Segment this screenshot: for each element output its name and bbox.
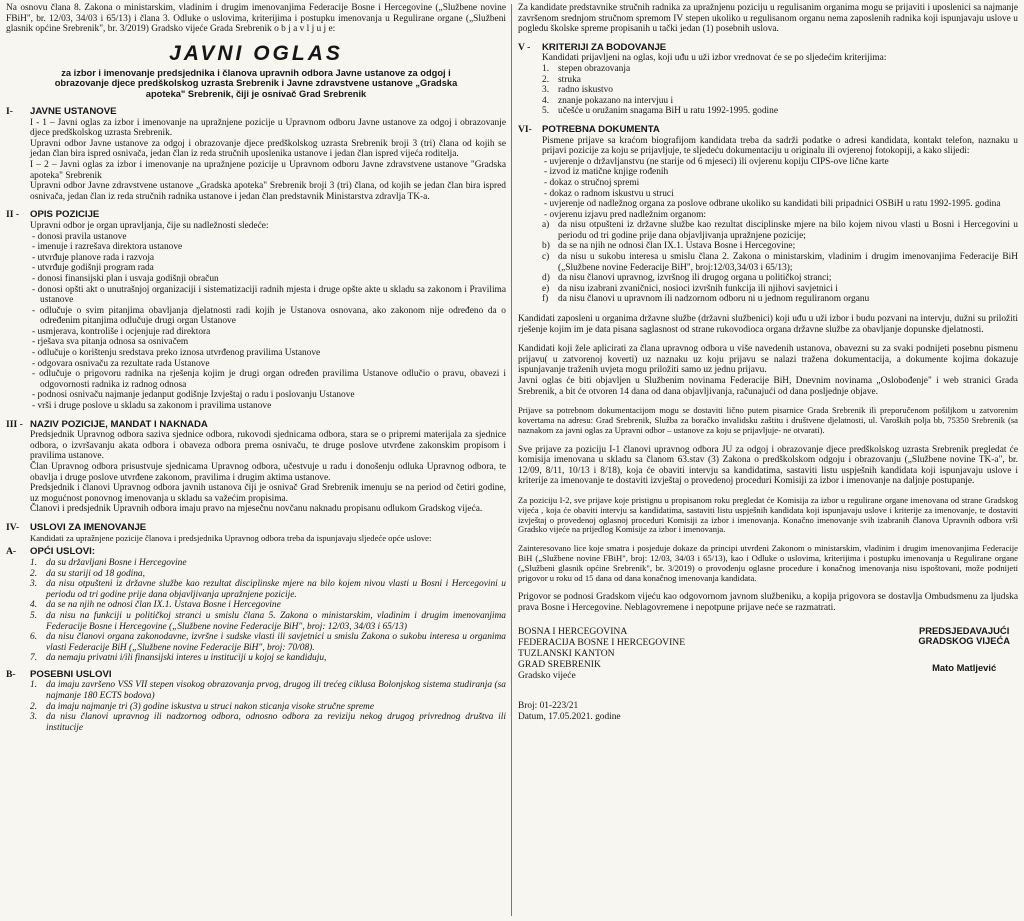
section-ii [6,210,506,411]
list-item: 5. da nisu na funkciji u političkoj stranci u smislu člana 5. Zakona o ministarskim, vladinim i drugim imenovanjima Federacije Bosne i Hercegovine („Službene novine Federacije BiH", broj: 12/03, 34/03 i 65/13) [30,610,506,632]
paragraph: Članovi i predsjednik Upravnih odbora imaju pravo na mjesečnu novčanu naknadu propisanu odlukom Gradskog vijeća. [30,504,483,515]
subsection-letter: B- [6,668,16,680]
list-item: 7. da nemaju privatni i/ili finansijski interes u instituciji u kojoj se kandiduju, [30,653,327,664]
list-item: - podnosi osnivaču najmanje jedanput godišnje Izvještaj o radu i poslovanju Ustanove [30,390,506,401]
paragraph: Pismene prijave sa kraćom biografijom kandidata treba da sadrži podatke o adresi kandidata, kontakt telefon, naznaku u prijavi pozicije za koju se prijavljuje, te sljedeću dokumentaciju u originalu ili ovjerenoj fotokopiji, a kako slijedi: [542,135,1018,157]
list-item: - utvrđuje planove rada i razvoja [30,253,506,264]
list-item: 3. da nisu otpušteni iz državne službe kao rezultat disciplinske mjere na bilo kojem nivou vlasti u Bosni i Hercegovini u periodu od tri godine prije dana objavljivanja upražnjene pozicije. [30,579,506,600]
signature-block [518,626,1018,681]
issuer-line: BOSNA I HERCEGOVINA [518,625,628,637]
section-number: VI- [518,123,532,135]
list-item: c) da nisu u sukobu interesa u smislu člana 2. Zakona o ministarskim, vladinim i drugim imenovanjima Federacije BiH („Službene novine Federacije BiH", broj:12/03,34/03 i 65/13); [542,252,1018,273]
section-number: I- [6,106,13,117]
paragraph: Upravni odbor Javne zdravstvene ustanove „Gradska apoteka" Srebrenik broji 3 (tri) člana, od kojih se jedan član bira ispred osnivača, jedan član iz reda stručnih radnika ustanove i jedan član predstavnik Ministarstva zdravlja TK-a. [30,181,506,202]
list-item: 1. da su državljani Bosne i Hercegovine [30,557,187,568]
subsection-heading: OPĆI USLOVI: [30,546,96,558]
subsection-heading: POSEBNI USLOVI [30,668,112,680]
issuer-line: Gradsko vijeće [518,669,576,681]
paragraph: Kandidati za upražnjene pozicije članova i predsjednika Upravnog odbora treba da ispunjavaju sljedeće opće uslove: [30,532,432,543]
section-iv [6,523,506,543]
paragraph: Kandidati zaposleni u organima državne službe (državni službenici) koji uđu u uži izbor i budu pozvani na intervju, dužni su priložiti rješenje kojim im je data pisana saglasnost od strane rukovodioca organa državne službe za obavljanje dopunske djelatnosti. [518,314,1018,335]
list-item: - ovjerenu izjavu pred nadležnim organom: [542,210,1018,221]
section-v [518,43,1018,117]
paragraph: Za kandidate predstavnike stručnih radnika za upražnjenu poziciju u regulisanim organima mogu se prijaviti i uposlenici sa najmanje završenom srednjom stručnom spremom IV stepen ukoliko u regulisanom organu nema zaposlenih radnika koji ispunjavaju uslove u pogledu školske spreme propisanih u tački jedan (1) posebnih uslova. [518,3,1018,35]
chairman-title: PREDSJEDAVAJUĆI [919,624,1010,636]
document-references [518,701,1018,723]
list-item: - uvjerenje od nadležnog organa za poslove odbrane ukoliko su kandidati bili pripadnici OSBiH u ratu 1992-1995. godina [542,199,1018,210]
list-item: - donosi opšti akt o unutrašnjoj organizaciji i sistematizaciji radnih mjesta i druge opšte akte u skladu sa zakonom i Pravilima ustanove [30,285,506,306]
list-item: - donosi finansijski plan i usvaja godišnji obračun [30,274,506,285]
document-subtitle: za izbor i imenovanje predsjednika i članova upravnih odbora Javne ustanove za odgoj i obrazovanje djece predškolskog uzrasta Srebrenik i Javne zdravstvene ustanove „Gradska apoteka" Srebrenik, čiji je osnivač Grad Srebrenik [54,67,458,99]
subsection-a [6,547,506,664]
list-item: 2. struka [542,74,581,85]
section-heading: USLOVI ZA IMENOVANJE [30,521,147,533]
right-column [518,3,1018,919]
list-item: 4. znanje pokazano na intervjuu i [542,95,674,106]
statement-list [542,220,1018,305]
section-i [6,107,506,202]
left-column [6,3,506,919]
column-divider [511,4,512,916]
section-iii [6,420,506,515]
paragraph: Za poziciju I-2, sve prijave koje pristignu u propisanom roku pregledat će Komisija za izbor u regulirane organe imenovana od strane Gradskog vijeća , koja će obaviti intervju sa kandidatima, sastaviti listu uspješnih kandidata koji ispunjavaju uslove i kriterije za imenovanje, te dostaviti izvještaj o provedenoj oglasnoj proceduri Komisiji za izbor i imenovanja. Konačno imenovanje svih izabranih članova Upravnih odbora vrši Gradsko vijeće na prijedlog Komisije za izbor i imenovanja. [518,494,1018,535]
paragraph: Član Upravnog odbora prisustvuje sjednicama Upravnog odbora, učestvuje u radu i donošenju odluka Upravnog odbora, te obavlja i druge poslove utvrđene zakonom, pravilima i drugim aktima ustanove. [30,462,506,483]
special-conditions-list [30,680,506,733]
list-item: 1. stepen obrazovanja [542,63,631,74]
section-heading: POTREBNA DOKUMENTA [542,123,660,135]
list-item: 4. da se na njih ne odnosi član IX.1. Ustava Bosne i Hercegovine [30,600,281,611]
list-item: b) da se na njih ne odnosi član IX.1. Ustava Bosne i Hercegovine; [542,241,796,252]
list-item: - odgovara osnivaču za rezultate rada Ustanove [30,359,506,370]
section-number: IV- [6,521,20,533]
signer-name: Mato Matljević [932,661,997,673]
list-item: a) da nisu otpušteni iz državne službe kao rezultat disciplinske mjere na bilo kojem nivou vlasti u Bosni i Hercegovini u periodu od tri godine prije dana objavljivanja upražnjene pozicije; [542,220,1018,241]
list-item: - donosi pravila ustanove [30,232,506,243]
list-item: - izvod iz matične knjige rođenih [542,167,1018,178]
documents-list [542,157,1018,221]
list-item: - vrši i druge poslove u skladu sa zakonom i pravilima ustanove [30,401,506,412]
list-item: - utvrđuje godišnji program rada [30,263,506,274]
list-item: - dokaz o stručnoj spremi [542,178,1018,189]
issuer-line: TUZLANSKI KANTON [518,647,615,659]
paragraph: Predsjednik i članovi Upravnog odbora javnih ustanova čiji je osnivač Grad Srebrenik imenuju se na period od četiri godine, uz mogućnost ponovnog imenovanja u skladu sa važećim propisima. [30,483,506,504]
reference-number: Broj: 01-223/21 [518,700,579,711]
section-heading: OPIS POZICIJE [30,209,100,221]
paragraph: Kandidati prijavljeni na oglas, koji uđu u uži izbor vrednovat će se po sljedećim kriterijima: [542,53,887,64]
list-item: 1. da imaju završeno VSS VII stepen visokog obrazovanja prvog, drugog ili trećeg ciklusa Bolonjskog sistema studiranja (sa najmanje 180 ECTS bodova) [30,680,506,702]
paragraph: Zainteresovano lice koje smatra i posjeduje dokaze da principi utvrđeni Zakonom o ministarskim, vladinim i drugim imenovanjima Federacije BiH („Službene novine FBiH", broj: 12/03, 34/03 i 65/13), kao i Odluke o uslovima, kriterijima i postupku imenovanja u Regulirane organe („Službeni glasnik općine Srebrenik", br. 3/2019) o provođenju oglasne procedure i konačnog imenovanja nisu ispoštovani, može podnijeti prigovor u roku od 15 dana od dana konačnog imenovanja kandidata. [518,543,1018,583]
list-item: 5. učešće u oružanim snagama BiH u ratu 1992-1995. godine [542,106,778,117]
paragraph: I – 2 – Javni oglas za izbor i imenovanje na upražnjene pozicije u Upravnom odboru Javne zdravstvene ustanove "Gradska apoteka" Srebrenik [30,159,506,181]
list-item: f) da nisu članovi u upravnom ili nadzornom odboru ni u jednom reguliranom organu [542,294,870,305]
list-item: - dokaz o radnom iskustvu u struci [542,189,1018,200]
section-heading: JAVNE USTANOVE [30,106,117,117]
duties-list [30,232,506,412]
paragraph: Prijave sa potrebnom dokumentacijom mogu se dostaviti lično putem pisarnice Grada Srebrenik ili preporučenom pošiljkom u zatvorenim kovertama na adresu: Grad Srebrenik, Služba za boračko invalidsku zaštitu i društvene djelatnosti, ul. Varoških polja bb, 75350 Srebrenik (sa naznakom za javni oglas za Upravni odbor – ustanove za koju se prijavljuje- ne otvarati). [518,405,1018,435]
list-item: e) da nisu izabrani zvaničnici, nosioci izvršnih funkcija ili njihovi savjetnici i [542,283,838,294]
list-item: 6. da nisu članovi organa zakonodavne, izvršne i sudske vlasti ili savjetnici u smislu Zakona o sukobu interesa u organima vlasti Federacije BiH („Službene novine Federacije BiH", broj: 70/08). [30,632,506,653]
paragraph: Predsjednik Upravnog odbora saziva sjednice odbora, rukovodi sjednicama odbora, stara se o pripremi materijala za sjednice odbora, o izvršavanju akata odbora i obaveza odbora prema osnivaču, te druge poslove utvrđene zakonskim propisom i pravilima ustanove. [30,430,506,462]
section-number: II - [6,209,20,221]
list-item: - uvjerenje o državljanstvu (ne starije od 6 mjeseci) ili ovjerenu kopiju CIPS-ove lične karte [542,157,1018,168]
section-heading: KRITERIJI ZA BODOVANJE [542,41,667,53]
list-item: d) da nisu članovi upravnog, izvršnog ili drugog organa u političkoj stranci; [542,273,832,284]
list-item: - odlučuje o svim pitanjima obavljanja djelatnosti radi kojih je Ustanova osnovana, ako zakonom nije određeno da o određenim pitanjima odlučuje drugi organ Ustanove [30,306,506,327]
paragraph: I - 1 – Javni oglas za izbor i imenovanje na upražnjene pozicije u Upravnom odboru Javne ustanove za odgoj i obrazovanje djece predškolskog uzrasta Srebrenik. [30,117,506,139]
paragraph: Prigovor se podnosi Gradskom vijeću kao odgovornom javnom službeniku, a kopija prigovora se dostavlja Ombudsmenu za ljudska prava Bosne i Hercegovine. Neblagovremene i nepotpune prijave neće se razmatrati. [518,592,1018,613]
section-number: V - [518,41,531,53]
criteria-list [542,64,1018,117]
list-item: - usmjerava, kontroliše i ocjenjuje rad direktora [30,327,506,338]
subsection-b [6,670,506,734]
general-conditions-list [30,558,506,664]
list-item: 3. da nisu članovi upravnog ili nadzornog odbora, odnosno odbora za reviziju nekog drugog privrednog društva ili institucije [30,712,506,733]
list-item: 2. da imaju najmanje tri (3) godine iskustva u struci nakon sticanja visoke stručne spreme [30,701,374,712]
chairman-block [918,626,1018,681]
intro-paragraph: Na osnovu člana 8. Zakona o ministarskim, vladinim i drugim imenovanjima Federacije Bosne i Hercegovine („Službene novine FBiH", br. 12/03, 34/03 i 65/13) i člana 3. Odluke o uslovima, kriterijima i postupku imenovanja u Regulirane organe („Službeni glasnik općine Srebrenik", br. 3/2019) Gradsko vijeće Grada Srebrenik o b j a v l j u j e: [6,3,506,35]
section-number: III - [6,418,23,430]
paragraph: Upravni odbor je organ upravljanja, čije su nadležnosti sledeće: [30,220,269,231]
issuer-block [518,626,685,681]
section-vi [518,125,1018,305]
paragraph: Javni oglas će biti objavljen u Službenim novinama Federacije BiH, Dnevnim novinama „Oslobođenje" i web stranici Grada Srebrenik, a bit će otvoren 14 dana od dana objavljivanja, računajući od dana posljednje objave. [518,376,1018,397]
paragraph: Sve prijave za poziciju I-1 članovi upravnog odbora JU za odgoj i obrazovanje djece predškolskog uzrasta Srebrenik pregledat će komisija imenovana u skladu sa članom 63.stav (3) Zakona o predškolskom odgoju i obrazovanju („Službene novine TK-a", br. 12/09, 8/11, 10/13 i 8/18), koja će obaviti intervju sa kandidatima, sastaviti listu uspješnih kandidata koji ispunjavaju uslove i kriterije za imenovanje te dostaviti izvještaj o provedenoj proceduri Komisiji za izbor i imenovanje na daljnje postupanje. [518,444,1018,487]
document-date: Datum, 17.05.2021. godine [518,711,621,722]
list-item: - rješava sva pitanja odnosa sa osnivačem [30,337,506,348]
issuer-line: GRAD SREBRENIK [518,658,601,670]
list-item: 3. radno iskustvo [542,85,613,96]
paragraph: Upravni odbor Javne ustanove za odgoj i obrazovanje djece predškolskog uzrasta Srebrenik broji 3 (tri) člana od kojih se jedan član bira ispred osnivača, jedan član iz reda stručnih uposlenika ustanove i jedan član ispred vijeća roditelja. [30,138,506,160]
paragraph: Kandidati koji žele aplicirati za člana upravnog odbora u više navedenih ustanova, obavezni su za svaki podnijeti posebnu pismenu prijavu( u zatvorenoj koverti) uz naznaku uz koju prijavu se nalazi tražena dokumentacija, a dokumente kojima dokazuje ispunjavanje traženih uvjeta mogu priložiti samo uz jednu prijavu. [518,344,1018,376]
list-item: - odlučuje o korištenju sredstava preko iznosa utvrđenog pravilima Ustanove [30,348,506,359]
document-title: JAVNI OGLAS [169,41,343,65]
subsection-letter: A- [6,546,17,558]
list-item: 2. da su stariji od 18 godina, [30,568,145,579]
section-heading: NAZIV POZICIJE, MANDAT I NAKNADA [30,418,208,430]
list-item: - imenuje i razrešava direktora ustanove [30,242,506,253]
list-item: - odlučuje o prigovoru radnika na rješenja kojim je drugi organ određen pravilima Ustanove odlučio o pravu, obavezi i odgovornosti radnika iz radnog odnosa [30,369,506,390]
chairman-title: GRADSKOG VIJEĆA [918,635,1010,647]
issuer-line: FEDERACIJA BOSNE I HERCEGOVINE [518,636,686,648]
